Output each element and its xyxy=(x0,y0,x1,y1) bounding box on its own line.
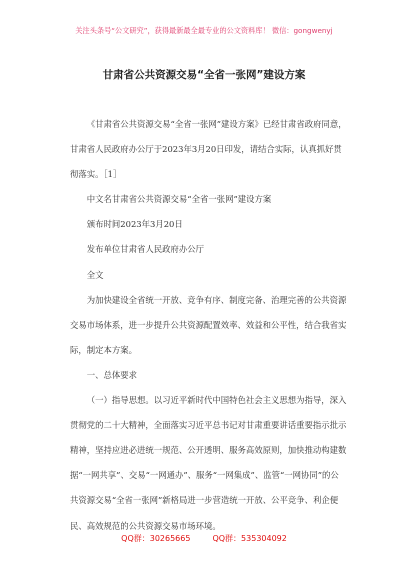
guiding-ideology-paragraph: （一）指导思想。以习近平新时代中国特色社会主义思想为指导，深入贯彻党的二十大精神，全面落实习近平总书记对甘肃重要讲话重要指示批示精神，坚持应进必进统一规范、公开透明、服务高效原则，加快推动构建数据“一网共享”、交易“一网通办”、服务“一网集成”、监管“一网协同”的公共资源交易“全省一张网”新格局进一步营造统一开放、公平竞争、利企便民、高效规范的公共资源交易市场环境。 xyxy=(70,395,347,531)
footer-qq-group-2: QQ群：535304092 xyxy=(212,534,287,543)
info-publish-date: 颁布时间2023年3月20日 xyxy=(86,219,183,230)
info-publisher: 发布单位甘肃省人民政府办公厅 xyxy=(86,244,205,255)
document-body xyxy=(70,112,347,539)
intro-paragraph: 《甘肃省公共资源交易“全省一张网”建设方案》已经甘肃省政府同意，甘肃省人民政府办公厅于2023年3月20日印发，请结合实际，认真抓好贯彻落实。［1］ xyxy=(70,119,347,180)
full-text-heading: 全文 xyxy=(86,269,104,280)
info-chinese-name: 中文名甘肃省公共资源交易“全省一张网”建设方案 xyxy=(86,194,272,205)
purpose-paragraph: 为加快建设全省统一开放、竞争有序、制度完备、治理完善的公共资源交易市场体系，进一步提升公共资源配置效率、效益和公平性，结合我省实际，制定本方案。 xyxy=(70,294,347,355)
footer-contacts xyxy=(0,533,408,544)
section-heading-general-requirements: 一、总体要求 xyxy=(86,369,138,380)
document-title: 甘肃省公共资源交易“全省一张网”建设方案 xyxy=(102,69,306,81)
top-banner: 关注头条号“公文研究”，获得最新最全最专业的公文资料库！ 微信：gongwenyj xyxy=(75,26,333,35)
footer-qq-group-1: QQ群：30265665 xyxy=(121,534,191,543)
